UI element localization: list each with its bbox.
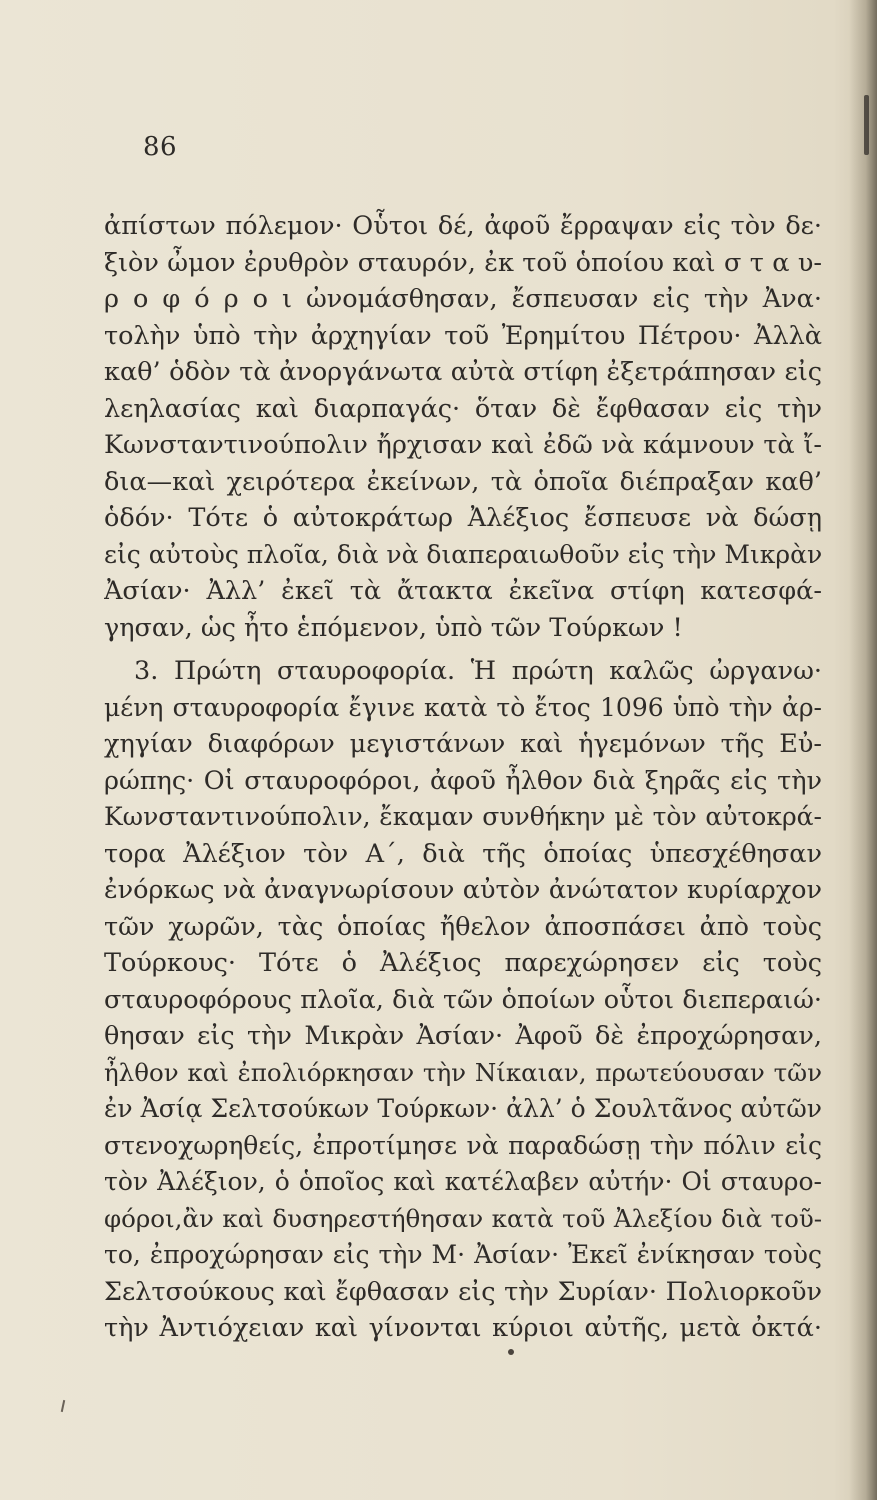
text-line: τὸν Ἀλέξιον, ὁ ὁποῖος καὶ κατέλαβεν αὐτήν· Οἱ σταυρο- [104, 1167, 822, 1196]
text-line: μένη σταυροφορία ἔγινε κατὰ τὸ ἔτος 1096 ὑπὸ τὴν ἀρ- [104, 692, 822, 722]
text-line: δια—καὶ χειρότερα ἐκείνων, τὰ ὁποῖα διέπραξαν καθ’ [104, 466, 822, 497]
text-line: Κωνσταντινούπολιν ἤρχισαν καὶ ἐδῶ νὰ κάμνουν τὰ ἴ- [104, 430, 822, 460]
text-line: ἐνόρκως νὰ ἀναγνωρίσουν αὐτὸν ἀνώτατον κυρίαρχον [104, 875, 822, 905]
section-heading-line: 3. Πρώτη σταυροφορία. Ἡ πρώτη καλῶς ὠργανω· [134, 656, 822, 686]
ink-dot [508, 1349, 514, 1355]
text-line: ἐν Ἀσίᾳ Σελτσούκων Τούρκων· ἀλλ’ ὁ Σουλτᾶνος αὐτῶν [104, 1094, 822, 1123]
page-edge-shadow [849, 0, 877, 1500]
text-line: Τούρκους· Τότε ὁ Ἀλέξιος παρεχώρησεν εἰς τοὺς [104, 948, 822, 978]
text-line: καθ’ ὁδὸν τὰ ἀνοργάνωτα αὐτὰ στίφη ἐξετράπησαν εἰς [104, 357, 822, 387]
page-number: 86 [143, 132, 178, 162]
text-line: τῶν χωρῶν, τὰς ὁποίας ἤθελον ἀποσπάσει ἀπὸ τοὺς [104, 911, 822, 942]
text-line: τολὴν ὑπὸ τὴν ἀρχηγίαν τοῦ Ἐρημίτου Πέτρου· Ἀλλὰ [104, 320, 822, 351]
text-line: τορα Ἀλέξιον τὸν Α΄, διὰ τῆς ὁποίας ὑπεσχέθησαν [104, 838, 822, 869]
text-line: το, ἐπροχώρησαν εἰς τὴν Μ· Ἀσίαν· Ἐκεῖ ἐνίκησαν τοὺς [104, 1240, 822, 1269]
text-line: Κωνσταντινούπολιν, ἔκαμαν συνθήκην μὲ τὸν αὐτοκρά- [104, 802, 822, 831]
text-line: θησαν εἰς τὴν Μικρὰν Ἀσίαν· Ἀφοῦ δὲ ἐπροχώρησαν, [104, 1021, 822, 1051]
text-line: φόροι,ἂν καὶ δυσηρεστήθησαν κατὰ τοῦ Ἀλεξίου διὰ τοῦ- [104, 1203, 822, 1233]
text-line: ὁδόν· Τότε ὁ αὐτοκράτωρ Ἀλέξιος ἔσπευσε νὰ δώσῃ [104, 503, 822, 533]
paragraph-2 [104, 653, 822, 1347]
text-line: ἀπίστων πόλεμον· Οὗτοι δέ, ἀφοῦ ἔρραψαν εἰς τὸν δε· [104, 211, 822, 241]
text-line: ξιὸν ὦμον ἐρυθρὸν σταυρόν, ἐκ τοῦ ὁποίου καὶ σ τ α υ- [104, 247, 822, 278]
text-line: στενοχωρηθείς, ἐπροτίμησε νὰ παραδώσῃ τὴν πόλιν εἰς [104, 1130, 822, 1160]
text-line: σταυροφόρους πλοῖα, διὰ τῶν ὁποίων οὗτοι διεπεραιώ· [104, 984, 822, 1015]
binding-mark [864, 95, 869, 155]
text-line: Σελτσούκους καὶ ἔφθασαν εἰς τὴν Συρίαν· Πολιορκοῦν [104, 1276, 822, 1307]
text-line: ἦλθον καὶ ἐπολιόρκησαν τὴν Νίκαιαν, πρωτεύουσαν τῶν [104, 1057, 822, 1087]
text-line: εἰς αὐτοὺς πλοῖα, διὰ νὰ διαπεραιωθοῦν εἰς τὴν Μικρὰν [104, 539, 822, 569]
text-line: Ἀσίαν· Ἀλλ’ ἐκεῖ τὰ ἄτακτα ἐκεῖνα στίφη κατεσφά- [104, 576, 822, 606]
text-line: ρ ο φ ό ρ ο ι ὠνομάσθησαν, ἔσπευσαν εἰς τὴν Ἀνα· [104, 284, 822, 314]
text-line: λεηλασίας καὶ διαρπαγάς· ὅταν δὲ ἔφθασαν εἰς τὴν [104, 393, 822, 424]
text-line: γησαν, ὡς ἦτο ἑπόμενον, ὑπὸ τῶν Τούρκων ! [104, 612, 683, 643]
paragraph-1 [104, 208, 822, 646]
text-line: τὴν Ἀντιόχειαν καὶ γίνονται κύριοι αὐτῆς, μετὰ ὀκτά· [104, 1313, 822, 1343]
text-line: ρώπης· Οἱ σταυροφόροι, ἀφοῦ ἦλθον διὰ ξηρᾶς εἰς τὴν [104, 765, 822, 796]
ink-mark [61, 1400, 65, 1412]
text-line: χηγίαν διαφόρων μεγιστάνων καὶ ἡγεμόνων τῆς Εὐ- [104, 729, 822, 759]
